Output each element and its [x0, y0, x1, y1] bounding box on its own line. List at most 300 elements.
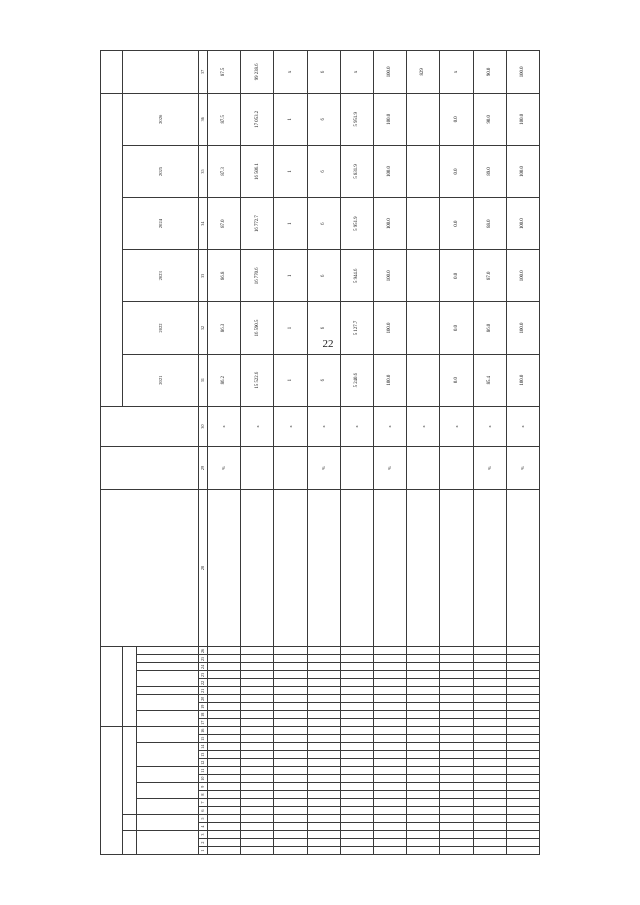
code-cell — [506, 655, 539, 663]
header-csr — [123, 727, 137, 815]
header-year-2025: 2025 — [123, 145, 199, 197]
year-value-cell: 100.0 — [373, 302, 406, 354]
code-cell — [407, 799, 440, 807]
code-cell — [440, 791, 473, 799]
code-cell — [506, 831, 539, 839]
year-value-cell: 87.5 — [208, 93, 241, 145]
code-cell — [307, 751, 340, 759]
header-add-direction — [137, 687, 199, 695]
header-add-expenditure-direction — [137, 671, 199, 687]
code-cell — [407, 823, 440, 831]
code-cell — [506, 743, 539, 751]
column-number: 7 — [199, 799, 208, 807]
code-cell — [473, 847, 506, 855]
code-cell — [407, 727, 440, 735]
table-row — [473, 51, 506, 855]
final-value-cell: 829 — [407, 51, 440, 94]
code-cell — [373, 767, 406, 775]
code-cell — [506, 703, 539, 711]
code-cell — [340, 727, 373, 735]
year-value-cell: 6 — [307, 354, 340, 406]
header-year-2026: 2026 — [123, 93, 199, 145]
code-cell — [440, 671, 473, 679]
final-value-cell: x — [440, 51, 473, 94]
code-cell — [340, 847, 373, 855]
code-cell — [407, 743, 440, 751]
header-add-code-e — [137, 647, 199, 655]
code-cell — [373, 799, 406, 807]
code-cell — [274, 679, 307, 687]
year-value-cell: 87.0 — [208, 198, 241, 250]
year-value-cell: 100.0 — [373, 93, 406, 145]
code-cell — [340, 791, 373, 799]
indicator-name — [407, 489, 440, 647]
year-value-cell — [407, 250, 440, 302]
code-cell — [440, 815, 473, 823]
column-number: 18 — [199, 711, 208, 719]
header-budget-code — [101, 727, 123, 855]
code-cell — [373, 703, 406, 711]
year-value-cell: 100.0 — [506, 250, 539, 302]
year-value-cell: 87.3 — [208, 145, 241, 197]
code-cell — [274, 695, 307, 703]
code-cell — [373, 719, 406, 727]
unit-cell — [407, 447, 440, 490]
code-cell — [340, 823, 373, 831]
code-cell — [407, 847, 440, 855]
code-cell — [340, 711, 373, 719]
code-cell — [506, 679, 539, 687]
year-value-cell: 16 590.5 — [241, 302, 274, 354]
code-cell — [473, 647, 506, 655]
code-cell — [208, 719, 241, 727]
unit-cell — [340, 447, 373, 490]
code-cell — [241, 727, 274, 735]
year-value-cell: 0.0 — [440, 198, 473, 250]
table-row — [506, 51, 539, 855]
code-cell — [373, 711, 406, 719]
code-cell — [440, 711, 473, 719]
base-year-cell: x — [473, 406, 506, 446]
code-cell — [340, 687, 373, 695]
column-number: 4 — [199, 823, 208, 831]
code-cell — [241, 711, 274, 719]
header-final — [101, 51, 123, 94]
code-cell — [506, 823, 539, 831]
code-cell — [407, 655, 440, 663]
code-cell — [440, 679, 473, 687]
header-add-program — [137, 711, 199, 727]
code-cell — [340, 735, 373, 743]
column-number: 33 — [199, 250, 208, 302]
year-value-cell: 1 — [274, 93, 307, 145]
code-cell — [407, 703, 440, 711]
code-cell — [340, 695, 373, 703]
code-cell — [407, 735, 440, 743]
code-cell — [307, 775, 340, 783]
year-value-cell: 16 772.7 — [241, 198, 274, 250]
code-cell — [407, 751, 440, 759]
code-cell — [473, 687, 506, 695]
code-cell — [274, 847, 307, 855]
year-value-cell: 86.3 — [208, 302, 241, 354]
code-cell — [307, 807, 340, 815]
year-value-cell: 100.0 — [373, 354, 406, 406]
year-value-cell: 1 — [274, 145, 307, 197]
code-cell — [506, 687, 539, 695]
code-cell — [506, 799, 539, 807]
year-value-cell: 100.0 — [506, 145, 539, 197]
code-cell — [241, 799, 274, 807]
column-number: 16 — [199, 727, 208, 735]
table-row — [440, 51, 473, 855]
year-value-cell: 100.0 — [506, 198, 539, 250]
code-cell — [407, 711, 440, 719]
column-number: 13 — [199, 751, 208, 759]
code-cell — [241, 719, 274, 727]
final-value-cell: 90.0 — [473, 51, 506, 94]
year-value-cell: 6 — [307, 93, 340, 145]
final-value-cell: 100.0 — [506, 51, 539, 94]
year-value-cell: 16 506.1 — [241, 145, 274, 197]
column-number: 21 — [199, 687, 208, 695]
code-cell — [407, 647, 440, 655]
header-kfsr-cell — [137, 815, 199, 831]
code-cell — [373, 847, 406, 855]
code-cell — [473, 815, 506, 823]
code-cell — [506, 663, 539, 671]
code-cell — [340, 679, 373, 687]
code-cell — [274, 743, 307, 751]
base-year-cell: x — [373, 406, 406, 446]
year-value-cell: 100.0 — [373, 250, 406, 302]
year-value-cell: 87.0 — [473, 250, 506, 302]
code-cell — [274, 671, 307, 679]
code-cell — [208, 711, 241, 719]
column-number: 2 — [199, 839, 208, 847]
year-value-cell: 1 — [274, 198, 307, 250]
code-cell — [208, 751, 241, 759]
header-year-2024: 2024 — [123, 198, 199, 250]
header-final-value — [123, 51, 199, 94]
code-cell — [407, 687, 440, 695]
code-cell — [440, 703, 473, 711]
code-cell — [307, 759, 340, 767]
code-cell — [274, 831, 307, 839]
code-cell — [407, 767, 440, 775]
unit-cell: % — [473, 447, 506, 490]
code-cell — [407, 695, 440, 703]
code-cell — [241, 679, 274, 687]
header-admin — [123, 831, 137, 855]
code-cell — [208, 655, 241, 663]
year-value-cell: 6 — [307, 250, 340, 302]
code-cell — [473, 695, 506, 703]
code-cell — [274, 759, 307, 767]
base-year-cell: x — [208, 406, 241, 446]
code-cell — [440, 687, 473, 695]
code-cell — [373, 687, 406, 695]
code-cell — [407, 671, 440, 679]
column-number: 17 — [199, 719, 208, 727]
code-cell — [307, 831, 340, 839]
code-cell — [407, 759, 440, 767]
code-cell — [440, 647, 473, 655]
header-years-group — [101, 93, 123, 406]
code-cell — [506, 735, 539, 743]
code-cell — [440, 759, 473, 767]
year-value-cell: 86.0 — [473, 302, 506, 354]
code-cell — [407, 719, 440, 727]
code-cell — [241, 751, 274, 759]
column-number: 24 — [199, 663, 208, 671]
unit-cell — [274, 447, 307, 490]
code-cell — [373, 655, 406, 663]
code-cell — [340, 655, 373, 663]
unit-cell — [440, 447, 473, 490]
unit-cell — [241, 447, 274, 490]
code-cell — [340, 647, 373, 655]
code-cell — [340, 839, 373, 847]
code-cell — [307, 679, 340, 687]
code-cell — [274, 735, 307, 743]
table-row — [274, 51, 307, 855]
code-cell — [440, 783, 473, 791]
table-row — [241, 51, 274, 855]
code-cell — [307, 767, 340, 775]
code-cell — [274, 719, 307, 727]
code-cell — [241, 687, 274, 695]
code-cell — [274, 767, 307, 775]
final-value-cell: 99 238.6 — [241, 51, 274, 94]
code-cell — [373, 647, 406, 655]
column-number: 22 — [199, 679, 208, 687]
code-cell — [506, 775, 539, 783]
code-cell — [373, 663, 406, 671]
code-cell — [274, 727, 307, 735]
code-cell — [506, 711, 539, 719]
code-cell — [307, 847, 340, 855]
page-number: 22 — [322, 338, 334, 350]
code-cell — [208, 847, 241, 855]
code-cell — [340, 831, 373, 839]
code-cell — [307, 663, 340, 671]
year-value-cell — [407, 302, 440, 354]
code-cell — [307, 839, 340, 847]
code-cell — [274, 783, 307, 791]
code-cell — [340, 783, 373, 791]
column-number: 31 — [199, 354, 208, 406]
code-cell — [373, 695, 406, 703]
code-cell — [241, 775, 274, 783]
base-year-cell: x — [340, 406, 373, 446]
code-cell — [241, 823, 274, 831]
code-cell — [373, 671, 406, 679]
column-number: 14 — [199, 743, 208, 751]
year-value-cell: 0.0 — [440, 354, 473, 406]
code-cell — [307, 791, 340, 799]
year-value-cell: 15 522.6 — [241, 354, 274, 406]
column-number: 30 — [199, 406, 208, 446]
code-cell — [274, 791, 307, 799]
code-cell — [340, 799, 373, 807]
code-cell — [440, 799, 473, 807]
final-value-cell: x — [274, 51, 307, 94]
header-year-2021: 2021 — [123, 354, 199, 406]
code-cell — [340, 703, 373, 711]
code-cell — [506, 839, 539, 847]
year-value-cell: 16 770.6 — [241, 250, 274, 302]
code-cell — [241, 815, 274, 823]
code-cell — [506, 647, 539, 655]
unit-cell: % — [506, 447, 539, 490]
code-cell — [274, 815, 307, 823]
code-cell — [373, 839, 406, 847]
code-cell — [473, 719, 506, 727]
code-cell — [208, 695, 241, 703]
year-value-cell — [407, 198, 440, 250]
code-cell — [506, 815, 539, 823]
code-cell — [506, 719, 539, 727]
code-cell — [307, 687, 340, 695]
code-cell — [473, 759, 506, 767]
indicator-name — [274, 489, 307, 647]
code-cell — [407, 807, 440, 815]
column-number: 36 — [199, 93, 208, 145]
code-cell — [208, 735, 241, 743]
code-cell — [208, 767, 241, 775]
year-value-cell: 0.0 — [440, 250, 473, 302]
code-cell — [473, 775, 506, 783]
column-number-row — [199, 51, 208, 855]
year-value-cell: 6 — [307, 302, 340, 354]
year-value-cell: 85.4 — [473, 354, 506, 406]
code-cell — [473, 831, 506, 839]
code-cell — [407, 679, 440, 687]
code-cell — [373, 823, 406, 831]
header-vr — [137, 727, 199, 743]
code-cell — [506, 727, 539, 735]
code-cell — [506, 751, 539, 759]
code-cell — [373, 783, 406, 791]
indicator-name — [373, 489, 406, 647]
code-cell — [274, 647, 307, 655]
code-cell — [407, 791, 440, 799]
code-cell — [506, 783, 539, 791]
indicator-name — [440, 489, 473, 647]
code-cell — [373, 815, 406, 823]
unit-cell: % — [307, 447, 340, 490]
code-cell — [241, 839, 274, 847]
header-kfsr — [123, 815, 137, 831]
code-cell — [274, 663, 307, 671]
code-cell — [340, 751, 373, 759]
code-cell — [274, 751, 307, 759]
code-cell — [241, 655, 274, 663]
base-year-cell: x — [506, 406, 539, 446]
code-cell — [506, 671, 539, 679]
year-value-cell: 1 — [274, 354, 307, 406]
year-value-cell: 5 944.6 — [340, 250, 373, 302]
code-cell — [373, 727, 406, 735]
year-value-cell: 5 951.9 — [340, 198, 373, 250]
year-value-cell: 90.0 — [473, 93, 506, 145]
code-cell — [274, 799, 307, 807]
header-base-year — [101, 406, 199, 446]
code-cell — [241, 783, 274, 791]
column-number: 25 — [199, 655, 208, 663]
code-cell — [340, 767, 373, 775]
code-cell — [208, 815, 241, 823]
code-cell — [407, 831, 440, 839]
year-value-cell: 100.0 — [506, 354, 539, 406]
year-value-cell: 100.0 — [506, 93, 539, 145]
column-number: 32 — [199, 302, 208, 354]
code-cell — [307, 735, 340, 743]
year-value-cell: 0.0 — [440, 145, 473, 197]
code-cell — [241, 671, 274, 679]
column-number: 35 — [199, 145, 208, 197]
unit-cell: % — [208, 447, 241, 490]
code-cell — [208, 703, 241, 711]
column-number: 23 — [199, 671, 208, 679]
code-cell — [373, 775, 406, 783]
code-cell — [440, 727, 473, 735]
code-cell — [208, 831, 241, 839]
header-subprogram — [137, 783, 199, 799]
code-cell — [373, 791, 406, 799]
column-number: 29 — [199, 447, 208, 490]
indicator-name — [340, 489, 373, 647]
code-cell — [340, 807, 373, 815]
code-cell — [307, 695, 340, 703]
header-year-2023: 2023 — [123, 250, 199, 302]
code-cell — [241, 831, 274, 839]
code-cell — [373, 831, 406, 839]
code-cell — [440, 719, 473, 727]
code-cell — [307, 815, 340, 823]
base-year-cell: x — [407, 406, 440, 446]
code-cell — [208, 679, 241, 687]
column-number: 6 — [199, 807, 208, 815]
code-cell — [373, 751, 406, 759]
code-cell — [208, 759, 241, 767]
code-cell — [473, 767, 506, 775]
code-cell — [340, 743, 373, 751]
header-add-code-c — [137, 663, 199, 671]
code-cell — [208, 743, 241, 751]
code-cell — [473, 807, 506, 815]
code-cell — [274, 655, 307, 663]
code-cell — [307, 647, 340, 655]
code-cell — [440, 807, 473, 815]
year-value-cell: 5 127.7 — [340, 302, 373, 354]
column-number: 1 — [199, 847, 208, 855]
header-name — [101, 489, 199, 647]
code-cell — [274, 775, 307, 783]
code-cell — [274, 711, 307, 719]
code-cell — [340, 775, 373, 783]
code-cell — [473, 743, 506, 751]
table-row — [307, 51, 340, 855]
code-cell — [241, 743, 274, 751]
base-year-cell: x — [440, 406, 473, 446]
code-cell — [473, 671, 506, 679]
code-cell — [473, 727, 506, 735]
code-cell — [208, 823, 241, 831]
code-cell — [506, 847, 539, 855]
indicator-name — [473, 489, 506, 647]
